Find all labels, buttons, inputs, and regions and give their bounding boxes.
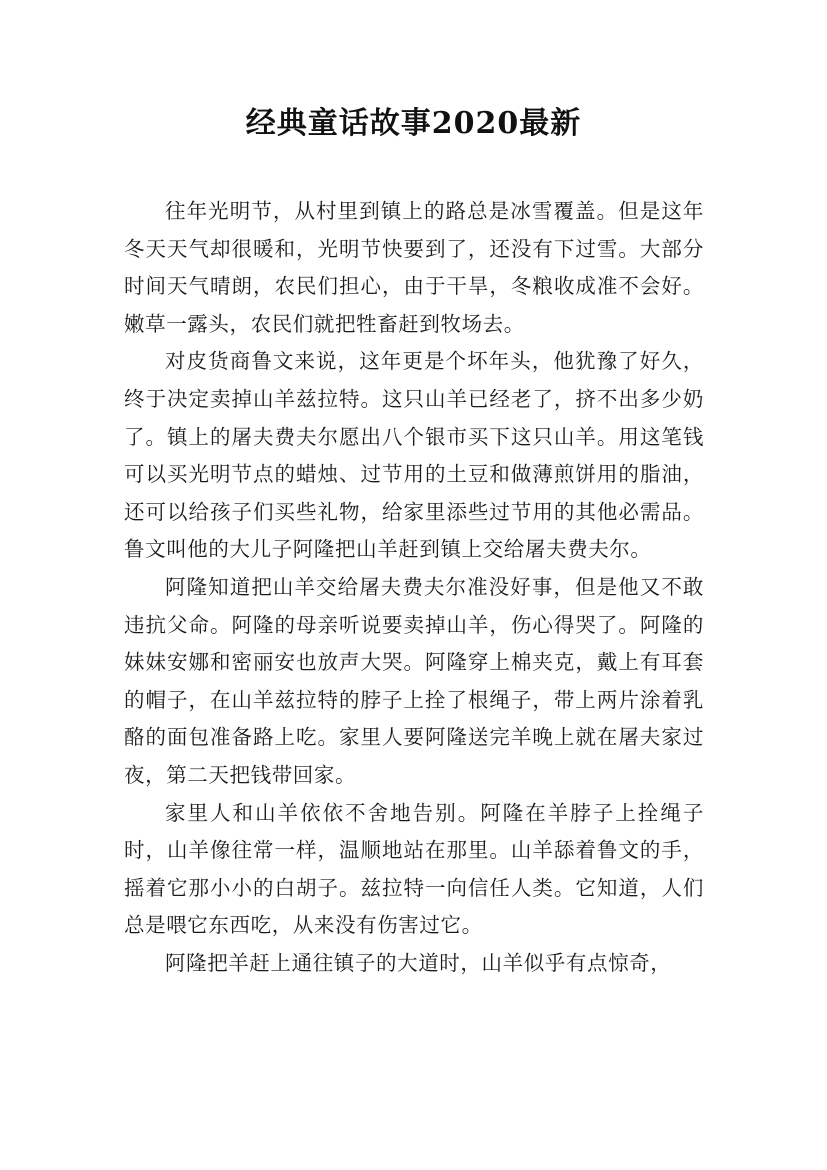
paragraph-3: 阿隆知道把山羊交给屠夫费夫尔准没好事，但是他又不敢违抗父命。阿隆的母亲听说要卖掉山羊，伤心得哭了。阿隆的妹妹安娜和密丽安也放声大哭。阿隆穿上棉夹克，戴上有耳套的帽子，在山羊兹拉特的脖子上拴了根绳子，带上两片涂着乳酪的面包准备路上吃。家里人要阿隆送完羊晚上就在屠夫家过夜，第二天把钱带回家。 [124,574,704,787]
paragraph-4: 家里人和山羊依依不舍地告别。阿隆在羊脖子上拴绳子时，山羊像往常一样，温顺地站在那里。山羊舔着鲁文的手，摇着它那小小的白胡子。兹拉特一向信任人类。它知道，人们总是喂它东西吃，从来没有伤害过它。 [124,800,704,938]
paragraph-2: 对皮货商鲁文来说，这年更是个坏年头，他犹豫了好久，终于决定卖掉山羊兹拉特。这只山羊已经老了，挤不出多少奶了。镇上的屠夫费夫尔愿出八个银市买下这只山羊。用这笔钱可以买光明节点的蜡烛、过节用的土豆和做薄煎饼用的脂油，还可以给孩子们买些礼物，给家里添些过节用的其他必需品。鲁文叫他的大儿子阿隆把山羊赶到镇上交给屠夫费夫尔。 [124,349,704,562]
paragraph-1: 往年光明节，从村里到镇上的路总是冰雪覆盖。但是这年冬天天气却很暖和，光明节快要到了，还没有下过雪。大部分时间天气晴朗，农民们担心，由于干旱，冬粮收成准不会好。嫩草一露头，农民们就把牲畜赶到牧场去。 [124,199,704,336]
article-body [124,193,704,982]
paragraph-5: 阿隆把羊赶上通往镇子的大道时，山羊似乎有点惊奇， [165,950,672,975]
page-title: 经典童话故事2020最新 [245,106,582,141]
